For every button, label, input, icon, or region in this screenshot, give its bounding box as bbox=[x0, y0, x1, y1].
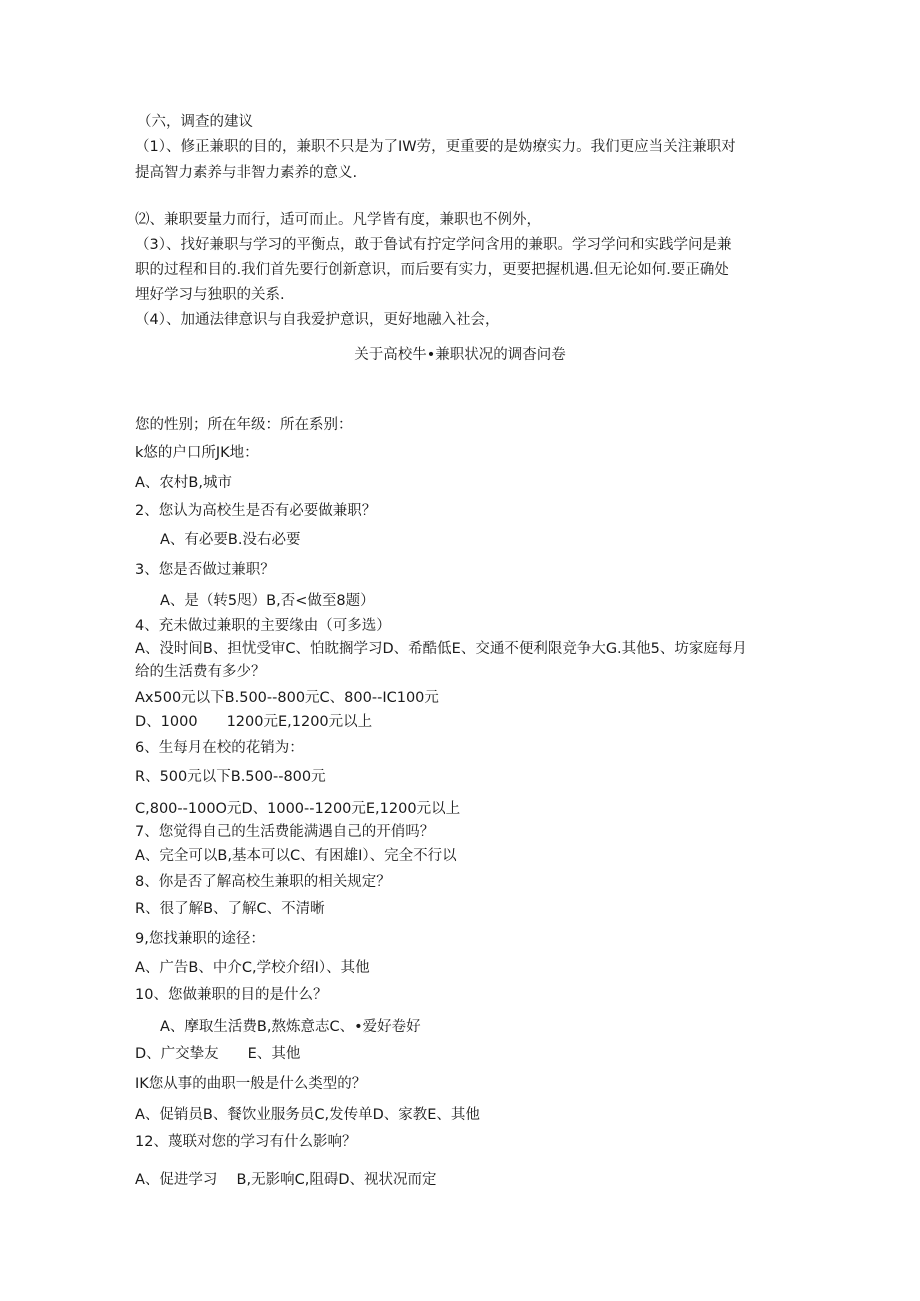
question-11-options: A、促销员B、餐饮业服务员C,发传单D、家教E、其他 bbox=[135, 1107, 480, 1123]
question-5-options-line-1: Ax500元以下B.500--800元C、800--IC100元 bbox=[135, 690, 439, 706]
question-10-options-line-1: A、摩取生活费B,熬炼意志C、•爱好卷好 bbox=[160, 1019, 421, 1035]
suggestions-heading: （六，调查的建议 bbox=[137, 114, 253, 130]
question-6-options-line-1: R、500元以下B.500--800元 bbox=[135, 769, 326, 785]
question-4-options-line-1: A、没时间B、担忧受审C、怕眈搁学习D、希酷低E、交通不便利限竞争大G.其他5、坊家庭每月 bbox=[135, 641, 747, 657]
question-4: 4、充未做过兼职的主要缘由（可多选） bbox=[135, 618, 391, 634]
question-1-options: A、农村B,城市 bbox=[135, 475, 232, 491]
suggestion-3-line-1: （3）、找好兼职与学习的平衡点，敢于鲁试有拧定学问含用的兼职。学习学问和实践学问是兼 bbox=[135, 237, 732, 253]
question-10-options-line-2: D、广交挚友 E、其他 bbox=[135, 1046, 301, 1062]
question-3: 3、您是否做过兼职？ bbox=[135, 562, 275, 578]
suggestion-1-line-2: 提高智力素养与非智力素养的意义. bbox=[135, 165, 358, 181]
question-6: 6、生每月在校的花销为： bbox=[135, 740, 304, 756]
suggestion-4: （4）、加通法律意识与自我爱护意识，更好地融入社会， bbox=[135, 312, 500, 328]
question-10: 10、您做兼职的目的是什么？ bbox=[135, 987, 328, 1003]
question-8: 8、你是否了解高校生兼职的相关规定？ bbox=[135, 874, 391, 890]
question-2: 2、您认为高校生是否有必要做兼职？ bbox=[135, 503, 377, 519]
question-12-options: A、促进学习 B,无影响C,阻碍D、视状况而定 bbox=[135, 1172, 437, 1188]
question-7: 7、您觉得自己的生活费能满遇自己的开俏吗？ bbox=[135, 824, 435, 840]
question-5-options-line-2: D、1000 1200元E,1200元以上 bbox=[135, 714, 373, 730]
suggestion-2: ⑵、兼职要量力而行，适可而止。凡学皆有度，兼职也不例外， bbox=[135, 212, 541, 228]
suggestion-1-line-1: （1）、修正兼职的目的，兼职不只是为了IW劳，更重要的是妫療实力。我们更应当关注兼职对 bbox=[135, 139, 736, 155]
respondent-info: 您的性别；所在年级：所在系别： bbox=[135, 417, 353, 433]
question-3-options: A、是（转5咫）B,否<做至8题） bbox=[160, 593, 375, 609]
question-11: IK您从事的曲职一般是什么类型的？ bbox=[135, 1076, 367, 1092]
suggestion-3-line-2: 职的过程和目的.我们首先要行创新意识，而后要有实力，更要把握机遇.但无论如何.要正确处 bbox=[135, 262, 729, 278]
question-12: 12、蔑联对您的学习有什么影响？ bbox=[135, 1134, 357, 1150]
question-9-options: A、广告B、中介C,学校介绍I）、其他 bbox=[135, 960, 370, 976]
question-8-options: R、很了解B、了解C、不清晰 bbox=[135, 901, 325, 917]
question-9: 9,您找兼职的途径： bbox=[135, 931, 265, 947]
suggestion-3-line-3: 埋好学习与独职的关系. bbox=[135, 287, 285, 303]
question-6-options-line-2: C,800--100O元D、1000--1200元E,1200元以上 bbox=[135, 801, 461, 817]
question-2-options: A、有必要B.没右必要 bbox=[160, 532, 301, 548]
question-1: k悠的户口所JK地： bbox=[135, 445, 259, 461]
question-4-options-line-2: 给的生活费有多少？ bbox=[135, 664, 266, 680]
survey-title: 关于高校牛•兼职状况的调杳问卷 bbox=[354, 347, 566, 363]
question-7-options: A、完全可以B,基本可以C、有困雄I）、完全不行以 bbox=[135, 848, 457, 864]
